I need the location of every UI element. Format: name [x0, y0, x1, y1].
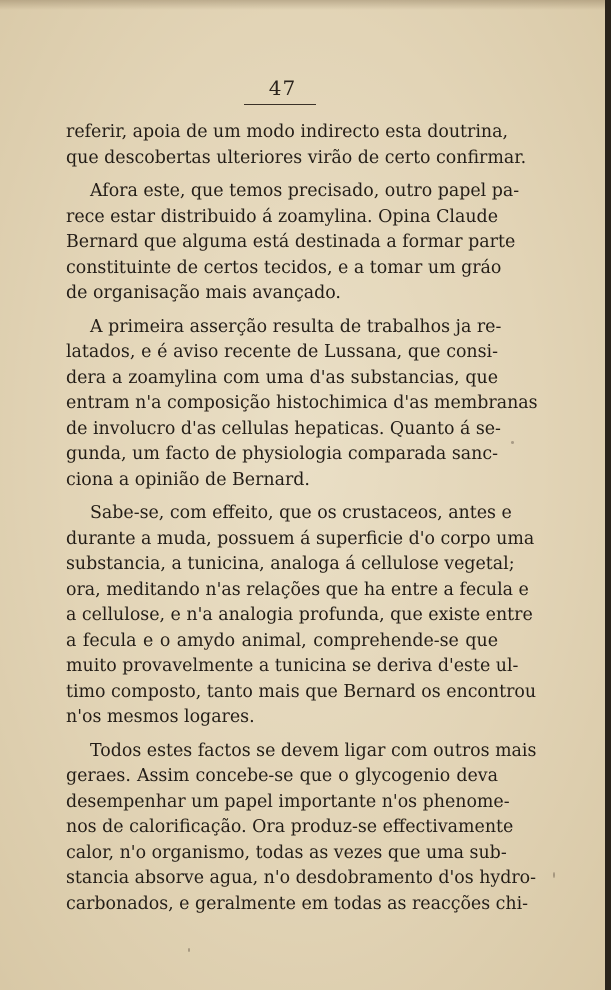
text-line: durante a muda, possuem á superficie d'o corpo uma: [66, 528, 535, 549]
paragraph-gap: [66, 731, 498, 739]
text-line: de involucro d'as cellulas hepaticas. Quanto á se-: [66, 418, 501, 439]
body-text: [66, 120, 538, 917]
page-edge-shadow: [0, 0, 605, 10]
text-line: substancia, a tunicina, analoga á cellulose vegetal;: [66, 554, 515, 574]
paragraph: [66, 315, 538, 494]
text-line: timo composto, tanto mais que Bernard os encontrou: [66, 681, 537, 702]
paragraph: [66, 179, 520, 307]
text-line: a fecula e o amydo animal, comprehende-se que: [66, 630, 498, 651]
paper-speck: [188, 948, 190, 952]
paper-speck: [553, 872, 555, 878]
paper-speck: [511, 441, 514, 444]
paragraph-gap: [66, 493, 498, 501]
text-line: gunda, um facto de physiologia comparada sanc-: [66, 444, 498, 464]
text-line: nos de calorificação. Ora produz-se effectivamente: [66, 817, 514, 837]
text-line: latados, e é aviso recente de Lussana, que consi-: [66, 342, 498, 362]
text-line: Todos estes factos se devem ligar com outros mais: [90, 740, 537, 761]
text-line: ciona a opinião de Bernard.: [66, 469, 310, 490]
text-line: dera a zoamylina com uma d'as substancias, que: [66, 367, 498, 388]
text-line: calor, n'o organismo, todas as vezes que uma sub-: [66, 842, 507, 863]
text-line: A primeira asserção resulta de trabalhos ja re-: [90, 316, 502, 337]
text-line: que descobertas ulteriores virão de certo confirmar.: [66, 147, 527, 168]
text-line: stancia absorve agua, n'o desdobramento d'os hydro-: [66, 868, 537, 888]
text-line: entram n'a composição histochimica d'as membranas: [66, 393, 538, 413]
text-line: constituinte de certos tecidos, e a tomar um gráo: [66, 257, 502, 278]
text-line: a cellulose, e n'a analogia profunda, que existe entre: [66, 605, 533, 625]
text-line: n'os mesmos logares.: [66, 707, 255, 727]
paragraph: [66, 120, 527, 171]
text-line: Bernard que alguma está destinada a formar parte: [66, 232, 516, 252]
text-line: muito provavelmente a tunicina se deriva d'este ul-: [66, 656, 519, 676]
text-line: geraes. Assim concebe-se que o glycogenio deva: [66, 766, 498, 786]
paragraph: [66, 739, 537, 918]
header-rule: [244, 104, 316, 105]
text-line: ora, meditando n'as relações que ha entre a fecula e: [66, 579, 529, 600]
paragraph: [66, 501, 537, 731]
paragraph-gap: [66, 171, 498, 179]
text-line: referir, apoia de um modo indirecto esta doutrina,: [66, 122, 509, 142]
page-number: 47: [268, 76, 297, 100]
text-line: de organisação mais avançado.: [66, 283, 341, 303]
text-line: Afora este, que temos precisado, outro papel pa-: [90, 181, 520, 201]
text-line: carbonados, e geralmente em todas as reacções chi-: [66, 893, 529, 914]
text-line: Sabe-se, com effeito, que os crustaceos, antes e: [90, 503, 512, 523]
paragraph-gap: [66, 307, 498, 315]
text-line: rece estar distribuido á zoamylina. Opina Claude: [66, 206, 498, 227]
text-line: desempenhar um papel importante n'os phenome-: [66, 791, 510, 812]
